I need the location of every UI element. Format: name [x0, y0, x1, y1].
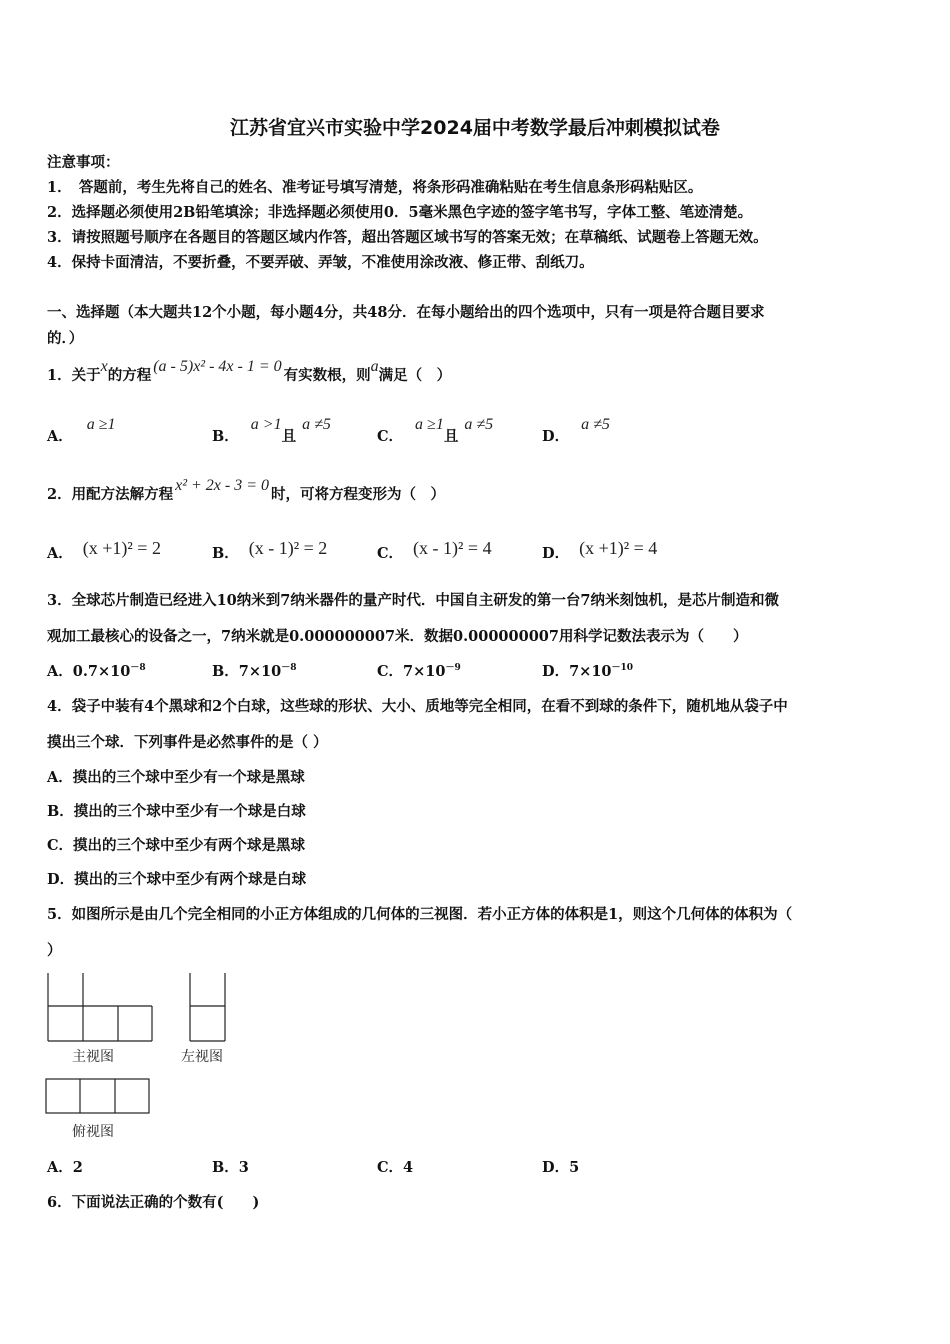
q3-option-d-label: D．	[542, 663, 570, 680]
q3-option-a-exp: －8	[130, 663, 146, 673]
q2-option-c-label: C．	[377, 545, 404, 562]
q1-var-x: x	[100, 358, 108, 375]
page-title: 江苏省宜兴市实验中学2024届中考数学最后冲刺模拟试卷	[230, 117, 720, 139]
section-heading-line2: 的．）	[47, 330, 84, 347]
q3-option-d	[542, 660, 633, 681]
q3-option-b-base: 7×10	[238, 663, 282, 680]
q2-post: 时，可将方程变形为（ ）	[271, 486, 446, 503]
question-1-stem	[47, 358, 452, 385]
q5-option-b-label: B．	[212, 1159, 239, 1176]
q1-option-d	[542, 416, 610, 446]
q2-option-d	[542, 538, 658, 563]
notice-item-4: 4．保持卡面清洁，不要折叠，不要弄破、弄皱，不准使用涂改液、修正带、刮纸刀。	[47, 254, 594, 271]
left-view-caption: 左视图	[181, 1049, 223, 1065]
q1-var-a: a	[370, 358, 379, 375]
q1-option-b-math2: a ≠5	[302, 416, 331, 433]
q5-option-c-label: C．	[377, 1159, 404, 1176]
q1-option-a	[47, 416, 116, 446]
q1-option-c-math2: a ≠5	[464, 416, 494, 433]
question-5-line1: 5．如图所示是由几个完全相同的小正方体组成的几何体的三视图．若小正方体的体积是1，则这个几何体的体积为（	[47, 906, 793, 923]
q1-option-c-label: C．	[377, 428, 404, 445]
q1-option-b	[212, 416, 331, 446]
q3-option-d-base: 7×10	[569, 663, 612, 680]
q1-option-d-label: D．	[542, 428, 570, 445]
q1-pre: 1．关于	[47, 367, 101, 384]
q1-mid: 的方程	[107, 367, 152, 384]
q4-option-d: D．摸出的三个球中至少有两个球是白球	[47, 871, 307, 888]
q1-option-a-label: A．	[47, 428, 73, 445]
question-5-line2: ）	[47, 942, 62, 959]
front-view-figure	[47, 972, 154, 1042]
q3-option-c-label: C．	[377, 663, 404, 680]
q4-option-c: C．摸出的三个球中至少有两个球是黑球	[47, 837, 306, 854]
q5-option-d	[542, 1156, 579, 1177]
question-2-stem	[47, 477, 446, 504]
q5-option-d-value: 5	[569, 1159, 580, 1176]
q5-option-c	[377, 1156, 413, 1177]
q3-option-a	[47, 660, 146, 681]
question-4-line1: 4．袋子中装有4个黑球和2个白球，这些球的形状、大小、质地等完全相同，在看不到球的条件下，随机地从袋子中	[47, 698, 788, 715]
q2-option-a	[47, 538, 161, 563]
top-view-figure	[45, 1078, 151, 1115]
q2-pre: 2．用配方法解方程	[47, 486, 174, 503]
q3-option-c-exp: －9	[445, 663, 461, 673]
q1-option-c	[377, 416, 494, 446]
q1-option-b-math1: a >1	[250, 416, 282, 433]
q5-option-a-value: 2	[72, 1159, 83, 1176]
q2-option-b-math: (x - 1)² = 2	[248, 538, 328, 558]
q1-option-c-conj: 且	[443, 428, 459, 445]
notice-heading: 注意事项：	[47, 154, 120, 171]
q3-option-b-exp: －8	[281, 663, 297, 673]
q1-post: 有实数根，则	[283, 367, 371, 384]
q1-option-c-math1: a ≥1	[415, 416, 444, 433]
q5-option-c-value: 4	[403, 1159, 414, 1176]
q2-equation: x² + 2x - 3 = 0	[175, 477, 270, 494]
q2-option-c-math: (x - 1)² = 4	[413, 538, 492, 558]
top-view-caption: 俯视图	[72, 1124, 114, 1140]
q5-option-a-label: A．	[47, 1159, 73, 1176]
q5-option-d-label: D．	[542, 1159, 570, 1176]
q5-option-b	[212, 1156, 249, 1177]
q1-option-b-conj: 且	[281, 428, 297, 445]
notice-item-1: 1． 答题前，考生先将自己的姓名、准考证号填写清楚，将条形码准确粘贴在考生信息条形码粘贴区。	[47, 179, 703, 196]
notice-item-3: 3．请按照题号顺序在各题目的答题区域内作答，超出答题区域书写的答案无效；在草稿纸、试题卷上答题无效。	[47, 229, 768, 246]
question-3-line2: 观加工最核心的设备之一，7纳米就是0.000000007米．数据0.000000007用科学记数法表示为（ ）	[47, 628, 748, 645]
q2-option-a-label: A．	[47, 545, 73, 562]
q3-option-a-base: 0.7×10	[72, 663, 131, 680]
q2-option-b-label: B．	[212, 545, 239, 562]
question-3-line1: 3．全球芯片制造已经进入10纳米到7纳米器件的量产时代．中国自主研发的第一台7纳米刻蚀机，是芯片制造和微	[47, 592, 779, 609]
q4-option-a: A．摸出的三个球中至少有一个球是黑球	[47, 769, 305, 786]
q2-option-a-math: (x +1)² = 2	[82, 538, 161, 558]
q2-option-d-math: (x +1)² = 4	[579, 538, 658, 558]
q5-option-a	[47, 1156, 83, 1177]
q1-option-a-math: a ≥1	[86, 416, 116, 433]
q1-option-b-label: B．	[212, 428, 239, 445]
q3-option-b-label: B．	[212, 663, 239, 680]
front-view-caption: 主视图	[72, 1049, 114, 1065]
section-heading-line1: 一、选择题（本大题共12个小题，每小题4分，共48分．在每小题给出的四个选项中，只有一项是符合题目要求	[47, 304, 765, 321]
q3-option-b	[212, 660, 296, 681]
q5-option-b-value: 3	[238, 1159, 249, 1176]
q2-option-c	[377, 538, 492, 563]
q2-option-b	[212, 538, 328, 563]
q3-option-c-base: 7×10	[403, 663, 446, 680]
q1-equation: (a - 5)x² - 4x - 1 = 0	[153, 358, 282, 375]
left-view-figure	[189, 972, 227, 1042]
notice-item-2: 2．选择题必须使用2B铅笔填涂；非选择题必须使用0．5毫米黑色字迹的签字笔书写，字体工整、笔迹清楚。	[47, 204, 753, 221]
q2-option-d-label: D．	[542, 545, 570, 562]
q3-option-c	[377, 660, 461, 681]
q3-option-a-label: A．	[47, 663, 73, 680]
question-6-line1: 6．下面说法正确的个数有( )	[47, 1194, 260, 1211]
q4-option-b: B．摸出的三个球中至少有一个球是白球	[47, 803, 306, 820]
question-4-line2: 摸出三个球．下列事件是必然事件的是（ ）	[47, 734, 328, 751]
q3-option-d-exp: －10	[611, 663, 634, 673]
q1-end: 满足（ ）	[378, 367, 452, 384]
q1-option-d-math: a ≠5	[581, 416, 610, 433]
